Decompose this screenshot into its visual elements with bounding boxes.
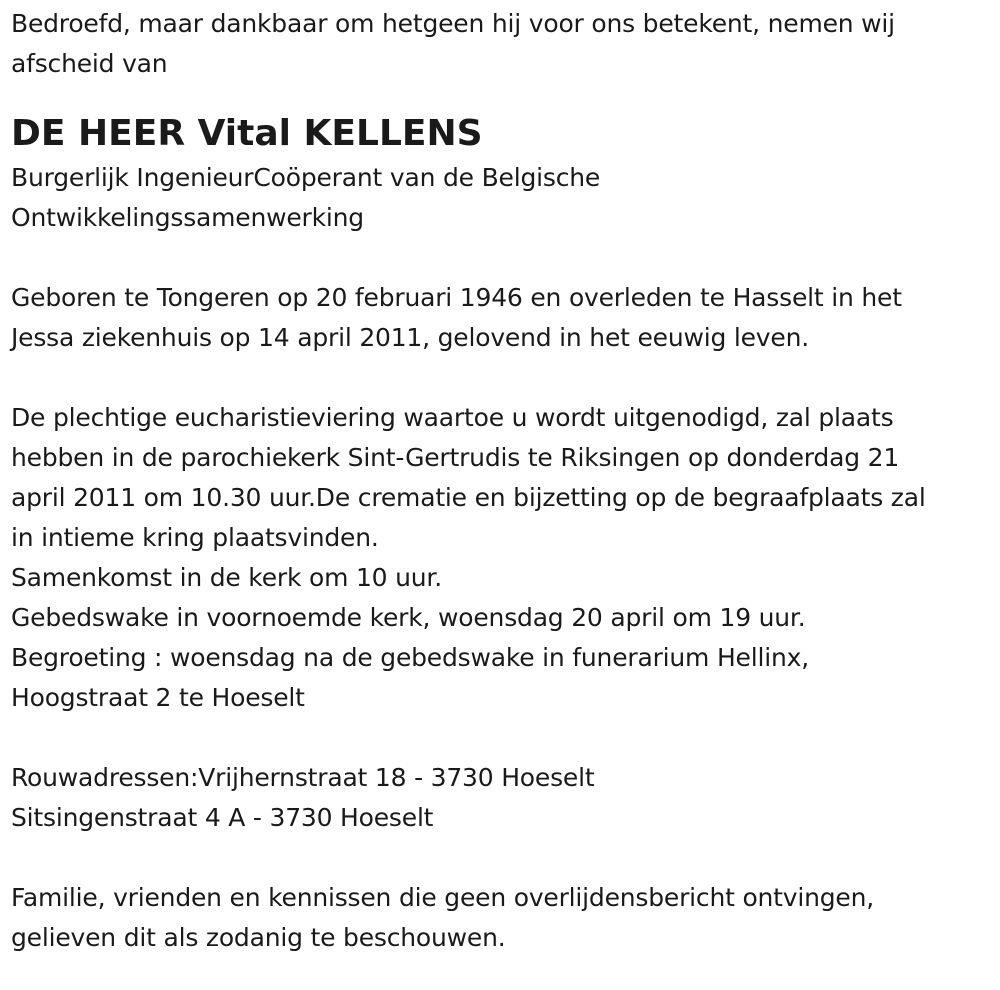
birth-death-line: Jessa ziekenhuis op 14 april 2011, gelovend in het eeuwig leven.	[11, 323, 809, 352]
spacer	[11, 358, 996, 398]
address-line: Rouwadressen:Vrijhernstraat 18 - 3730 Hoeselt	[11, 763, 595, 792]
deceased-title	[11, 158, 996, 238]
ceremony-line: Samenkomst in de kerk om 10 uur.	[11, 563, 442, 592]
intro-paragraph	[11, 4, 996, 84]
ceremony-line: april 2011 om 10.30 uur.De crematie en bijzetting op de begraafplaats zal	[11, 483, 926, 512]
deceased-name: DE HEER Vital KELLENS	[11, 113, 483, 154]
closing-line: Familie, vrienden en kennissen die geen overlijdensbericht ontvingen,	[11, 883, 875, 912]
spacer	[11, 238, 996, 278]
closing-paragraph	[11, 878, 996, 958]
closing-line: gelieven dit als zodanig te beschouwen.	[11, 923, 506, 952]
addresses-paragraph	[11, 758, 996, 838]
title-line: Ontwikkelingssamenwerking	[11, 203, 364, 232]
ceremony-line: De plechtige eucharistieviering waartoe u wordt uitgenodigd, zal plaats	[11, 403, 894, 432]
title-line: Burgerlijk IngenieurCoöperant van de Belgische	[11, 163, 601, 192]
spacer	[11, 838, 996, 878]
spacer	[11, 718, 996, 758]
death-notice	[11, 4, 996, 958]
ceremony-line: in intieme kring plaatsvinden.	[11, 523, 379, 552]
ceremony-line: hebben in de parochiekerk Sint-Gertrudis te Riksingen op donderdag 21	[11, 443, 900, 472]
ceremony-line: Begroeting : woensdag na de gebedswake in funerarium Hellinx,	[11, 643, 809, 672]
intro-line: Bedroefd, maar dankbaar om hetgeen hij voor ons betekent, nemen wij	[11, 9, 895, 38]
birth-death-paragraph	[11, 278, 996, 358]
address-line: Sitsingenstraat 4 A - 3730 Hoeselt	[11, 803, 434, 832]
ceremony-paragraph	[11, 398, 996, 718]
birth-death-line: Geboren te Tongeren op 20 februari 1946 en overleden te Hasselt in het	[11, 283, 902, 312]
ceremony-line: Gebedswake in voornoemde kerk, woensdag 20 april om 19 uur.	[11, 603, 806, 632]
intro-line: afscheid van	[11, 49, 168, 78]
ceremony-line: Hoogstraat 2 te Hoeselt	[11, 683, 305, 712]
